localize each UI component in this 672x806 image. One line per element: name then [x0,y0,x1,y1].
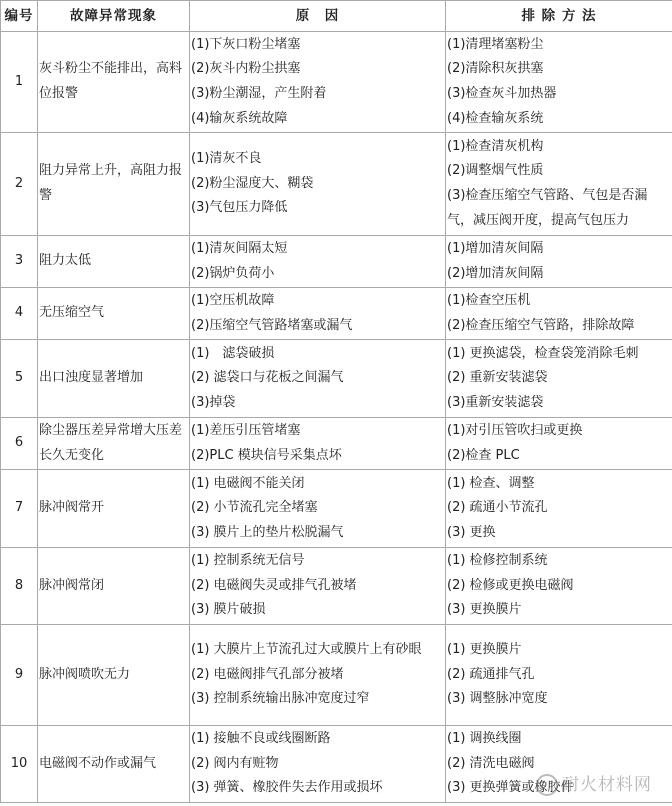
remedy-item: (1) 更换膜片 [447,642,522,658]
cause-item: (3)气包压力降低 [191,200,288,216]
cause-item: (1)清灰间隔太短 [191,240,288,256]
cause-item: (1) 大膜片上节流孔过大或膜片上有砂眼 [191,642,422,658]
remedy-item: (1)清理堵塞粉尘 [447,36,544,52]
row-number: 1 [1,32,38,133]
remedy-item: (2)清除积灰拱塞 [447,61,544,77]
remedy-cell [446,470,672,548]
symptom-cell: 阻力太低 [38,236,190,288]
table-row [1,625,672,726]
row-number: 5 [1,340,38,418]
table-body [1,32,672,803]
remedy-item: (4)检查输灰系统 [447,110,544,126]
row-number: 4 [1,288,38,340]
header-no: 编号 [1,1,38,32]
remedy-item: (1) 更换滤袋，检查袋笼消除毛刺 [447,345,639,361]
cause-cell [190,236,446,288]
remedy-cell [446,236,672,288]
table-row [1,418,672,470]
table-row [1,470,672,548]
remedy-cell [446,340,672,418]
table-row [1,548,672,625]
cause-item: (1) 电磁阀不能关闭 [191,475,305,491]
header-cause: 原 因 [190,1,446,32]
cause-item: (1) 控制系统无信号 [191,553,305,569]
remedy-item: (3) 调整脉冲宽度 [447,691,548,707]
remedy-item: (2) 重新安装滤袋 [447,370,548,386]
cause-item: (3) 控制系统输出脉冲宽度过窄 [191,691,370,707]
remedy-item: (3) 更换膜片 [447,602,522,618]
cause-item: (2)粉尘湿度大、糊袋 [191,175,314,191]
remedy-item: (3)检查压缩空气管路、气包是否漏气，减压阀开度，提高气包压力 [447,188,648,228]
header-remedy: 排 除 方 法 [446,1,672,32]
row-number: 6 [1,418,38,470]
remedy-item: (1) 调换线圈 [447,731,522,747]
cause-item: (3) 弹簧、橡胶件失去作用或损坏 [191,780,383,796]
remedy-item: (3) 更换弹簧或橡胶件 [447,780,574,796]
remedy-cell [446,288,672,340]
cause-item: (3) 膜片上的垫片松脱漏气 [191,524,344,540]
cause-item: (3)掉袋 [191,394,236,410]
cause-cell [190,470,446,548]
remedy-item: (2) 疏通排气孔 [447,666,535,682]
cause-item: (2) 电磁阀排气孔部分被堵 [191,666,344,682]
watermark-text: 耐火材料网 [562,775,652,795]
remedy-item: (1)检查清灰机构 [447,138,544,154]
cause-item: (3)粉尘潮湿，产生附着 [191,86,327,101]
remedy-item: (3)检查灰斗加热器 [447,86,557,101]
remedy-item: (2)增加清灰间隔 [447,265,544,281]
remedy-item: (1)对引压管吹扫或更换 [447,422,583,438]
symptom-cell: 脉冲阀常开 [38,470,190,548]
cause-cell [190,340,446,418]
cause-cell [190,133,446,236]
cause-item: (1) 接触不良或线圈断路 [191,731,331,747]
table-row [1,32,672,133]
cause-item: (1)差压引压管堵塞 [191,422,301,438]
row-number: 7 [1,470,38,548]
remedy-cell [446,133,672,236]
cause-item: (2) 小节流孔完全堵塞 [191,500,318,516]
remedy-item: (3)重新安装滤袋 [447,394,544,410]
remedy-cell [446,548,672,625]
cause-cell [190,548,446,625]
cause-item: (2) 滤袋口与花板之间漏气 [191,370,344,386]
remedy-cell [446,418,672,470]
remedy-item: (2)检查压缩空气管路，排除故障 [447,317,635,333]
cause-item: (2)锅炉负荷小 [191,265,275,281]
cause-item: (1) 滤袋破损 [191,345,275,361]
table-row [1,133,672,236]
cause-item: (1)下灰口粉尘堵塞 [191,36,301,52]
symptom-cell: 脉冲阀常闭 [38,548,190,625]
remedy-item: (2) 检修或更换电磁阀 [447,577,574,593]
header-row [1,1,672,32]
cause-cell [190,418,446,470]
symptom-cell: 电磁阀不动作或漏气 [38,726,190,803]
cause-item: (1)空压机故障 [191,292,275,308]
remedy-item: (2)检查 PLC [447,447,520,463]
cause-item: (3) 膜片破损 [191,602,266,618]
remedy-item: (1)检查空压机 [447,292,531,308]
header-symptom: 故障异常现象 [38,1,190,32]
remedy-item: (1) 检查、调整 [447,475,535,491]
cause-item: (2) 电磁阀失灵或排气孔被堵 [191,577,357,593]
remedy-item: (1)增加清灰间隔 [447,240,544,256]
cause-item: (2)压缩空气管路堵塞或漏气 [191,317,353,333]
cause-item: (2)PLC 模块信号采集点坏 [191,447,342,463]
cause-cell [190,32,446,133]
table-row [1,726,672,803]
symptom-cell: 出口浊度显著增加 [38,340,190,418]
symptom-cell: 阻力异常上升，高阻力报警 [38,133,190,236]
cause-item: (1)清灰不良 [191,151,262,167]
remedy-item: (2) 疏通小节流孔 [447,500,548,516]
cause-item: (4)输灰系统故障 [191,110,288,126]
remedy-item: (1) 检修控制系统 [447,553,548,569]
cause-cell [190,288,446,340]
row-number: 9 [1,625,38,726]
cause-cell [190,726,446,803]
cause-item: (2) 阀内有赃物 [191,755,279,771]
row-number: 10 [1,726,38,803]
remedy-item: (2)调整烟气性质 [447,163,544,179]
symptom-cell: 无压缩空气 [38,288,190,340]
remedy-item: (3) 更换 [447,524,496,540]
table-row [1,288,672,340]
table-row [1,340,672,418]
row-number: 3 [1,236,38,288]
symptom-cell: 除尘器压差异常增大压差长久无变化 [38,418,190,470]
cause-cell [190,625,446,726]
remedy-cell [446,32,672,133]
remedy-cell [446,625,672,726]
remedy-cell [446,726,672,803]
symptom-cell: 脉冲阀喷吹无力 [38,625,190,726]
row-number: 8 [1,548,38,625]
remedy-item: (2) 清洗电磁阀 [447,755,535,771]
row-number: 2 [1,133,38,236]
cause-item: (2)灰斗内粉尘拱塞 [191,61,301,77]
table-row [1,236,672,288]
symptom-cell: 灰斗粉尘不能排出，高料位报警 [38,32,190,133]
